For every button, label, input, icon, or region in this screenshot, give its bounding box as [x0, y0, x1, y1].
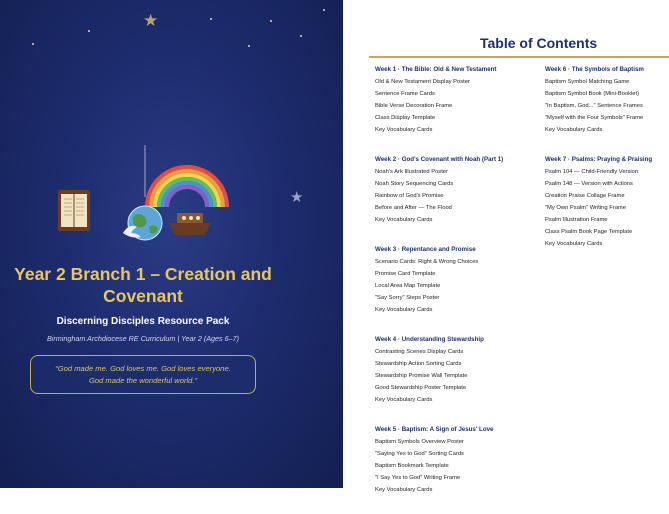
toc-week-1: [375, 64, 503, 136]
cover-curriculum-info: Birmingham Archdiocese RE Curriculum | Year 2 (Ages 6–7): [46, 334, 239, 343]
cover-illustration: [55, 145, 245, 245]
week-heading: Week 7 · Psalms: Praying & Praising: [545, 156, 653, 163]
rainbow-icon: [147, 167, 227, 207]
toc-item: Key Vocabulary Cards: [375, 127, 433, 133]
toc-week-4: [375, 334, 503, 406]
toc-item: Key Vocabulary Cards: [545, 241, 603, 247]
week-heading: Week 5 · Baptism: A Sign of Jesus' Love: [375, 426, 494, 433]
toc-week-7: [545, 154, 652, 250]
week-heading: Week 2 · God's Covenant with Noah (Part 1): [375, 156, 504, 163]
toc-item: "Say Sorry" Steps Poster: [375, 295, 440, 301]
week-heading: Week 1 · The Bible: Old & New Testament: [375, 66, 497, 73]
toc-week-3: [375, 244, 503, 316]
bible-icon: [58, 190, 90, 231]
star-icon: ★: [290, 189, 304, 206]
cover-quote-box: [30, 355, 256, 394]
toc-item: Good Stewardship Poster Template: [375, 385, 467, 391]
toc-item: Psalm 148 — Version with Actions: [545, 181, 633, 187]
toc-item: Promise Card Template: [375, 271, 436, 277]
toc-item: Baptism Bookmark Template: [375, 463, 449, 469]
toc-item: "My Own Psalm" Writing Frame: [545, 205, 626, 211]
toc-item: Noah's Ark Illustrated Poster: [375, 169, 448, 175]
sparkle-dot: [300, 35, 302, 37]
cover-title-line-1: Year 2 Branch 1 – Creation and: [14, 264, 272, 284]
toc-item: Sentence Frame Cards: [375, 91, 435, 97]
toc-item: Stewardship Promise Wall Template: [375, 373, 468, 379]
toc-item: Noah Story Sequencing Cards: [375, 181, 454, 187]
week-heading: Week 3 · Repentance and Promise: [375, 246, 476, 253]
toc-item: "In Baptism, God..." Sentence Frames: [545, 103, 643, 109]
toc-item: "Myself with the Four Symbols" Frame: [545, 115, 644, 121]
toc-item: "Saying Yes to God" Sorting Cards: [375, 451, 464, 457]
sparkle-dot: [88, 30, 90, 32]
ark-icon: [169, 213, 211, 235]
toc-item: Key Vocabulary Cards: [375, 397, 433, 403]
week-heading: Week 4 · Understanding Stewardship: [375, 336, 484, 343]
sparkle-dot: [32, 43, 34, 45]
toc-item: Old & New Testament Display Poster: [375, 79, 470, 85]
toc-item: Scenario Cards: Right & Wrong Choices: [375, 259, 479, 265]
toc-item: Psalm Illustration Frame: [545, 217, 608, 223]
star-icon: ★: [143, 11, 159, 30]
toc-item: Psalm 104 — Child-Friendly Version: [545, 169, 639, 175]
toc-divider: [369, 56, 669, 58]
toc-week-5: [375, 424, 503, 496]
toc-item: Key Vocabulary Cards: [375, 487, 433, 493]
toc-week-2: [375, 154, 503, 226]
toc-item: Before and After — The Flood: [375, 205, 452, 211]
toc-column-right: [545, 64, 652, 268]
toc-item: Baptism Symbol Matching Game: [545, 79, 630, 85]
toc-item: Rainbow of God's Promise: [375, 193, 444, 199]
toc-item: Creation Praise Collage Frame: [545, 193, 625, 199]
sparkle-dot: [248, 45, 250, 47]
cover-page: [0, 0, 343, 488]
toc-item: Local Area Map Template: [375, 283, 441, 289]
toc-item: Class Display Template: [375, 115, 436, 121]
week-heading: Week 6 · The Symbols of Baptism: [545, 66, 644, 73]
table-of-contents-page: [343, 0, 653, 493]
quote-line-2: God made the wonderful world.”: [88, 375, 198, 385]
quote-line-1: “God made me. God loves me. God loves everyone.: [55, 363, 231, 373]
toc-title: Table of Contents: [480, 35, 598, 51]
toc-item: Baptism Symbols Overview Poster: [375, 439, 464, 445]
toc-item: Key Vocabulary Cards: [375, 217, 433, 223]
cover-title-line-2: Covenant: [103, 286, 183, 306]
toc-item: Stewardship Action Sorting Cards: [375, 361, 462, 367]
toc-item: Baptism Symbol Book (Mini-Booklet): [545, 91, 640, 97]
sparkle-dot: [210, 18, 212, 20]
toc-item: Key Vocabulary Cards: [375, 307, 433, 313]
toc-week-6: [545, 64, 652, 136]
toc-item: "I Say Yes to God" Writing Frame: [375, 475, 461, 481]
sparkle-dot: [270, 20, 272, 22]
cover-subtitle: Discerning Disciples Resource Pack: [56, 316, 230, 327]
toc-item: Class Psalm Book Page Template: [545, 229, 633, 235]
toc-item: Bible Verse Decoration Frame: [375, 103, 453, 109]
toc-item: Contrasting Scenes Display Cards: [375, 349, 464, 355]
cover-title: [0, 263, 286, 307]
toc-column-left: [375, 64, 503, 514]
sparkle-dot: [323, 9, 325, 11]
toc-item: Key Vocabulary Cards: [545, 127, 603, 133]
